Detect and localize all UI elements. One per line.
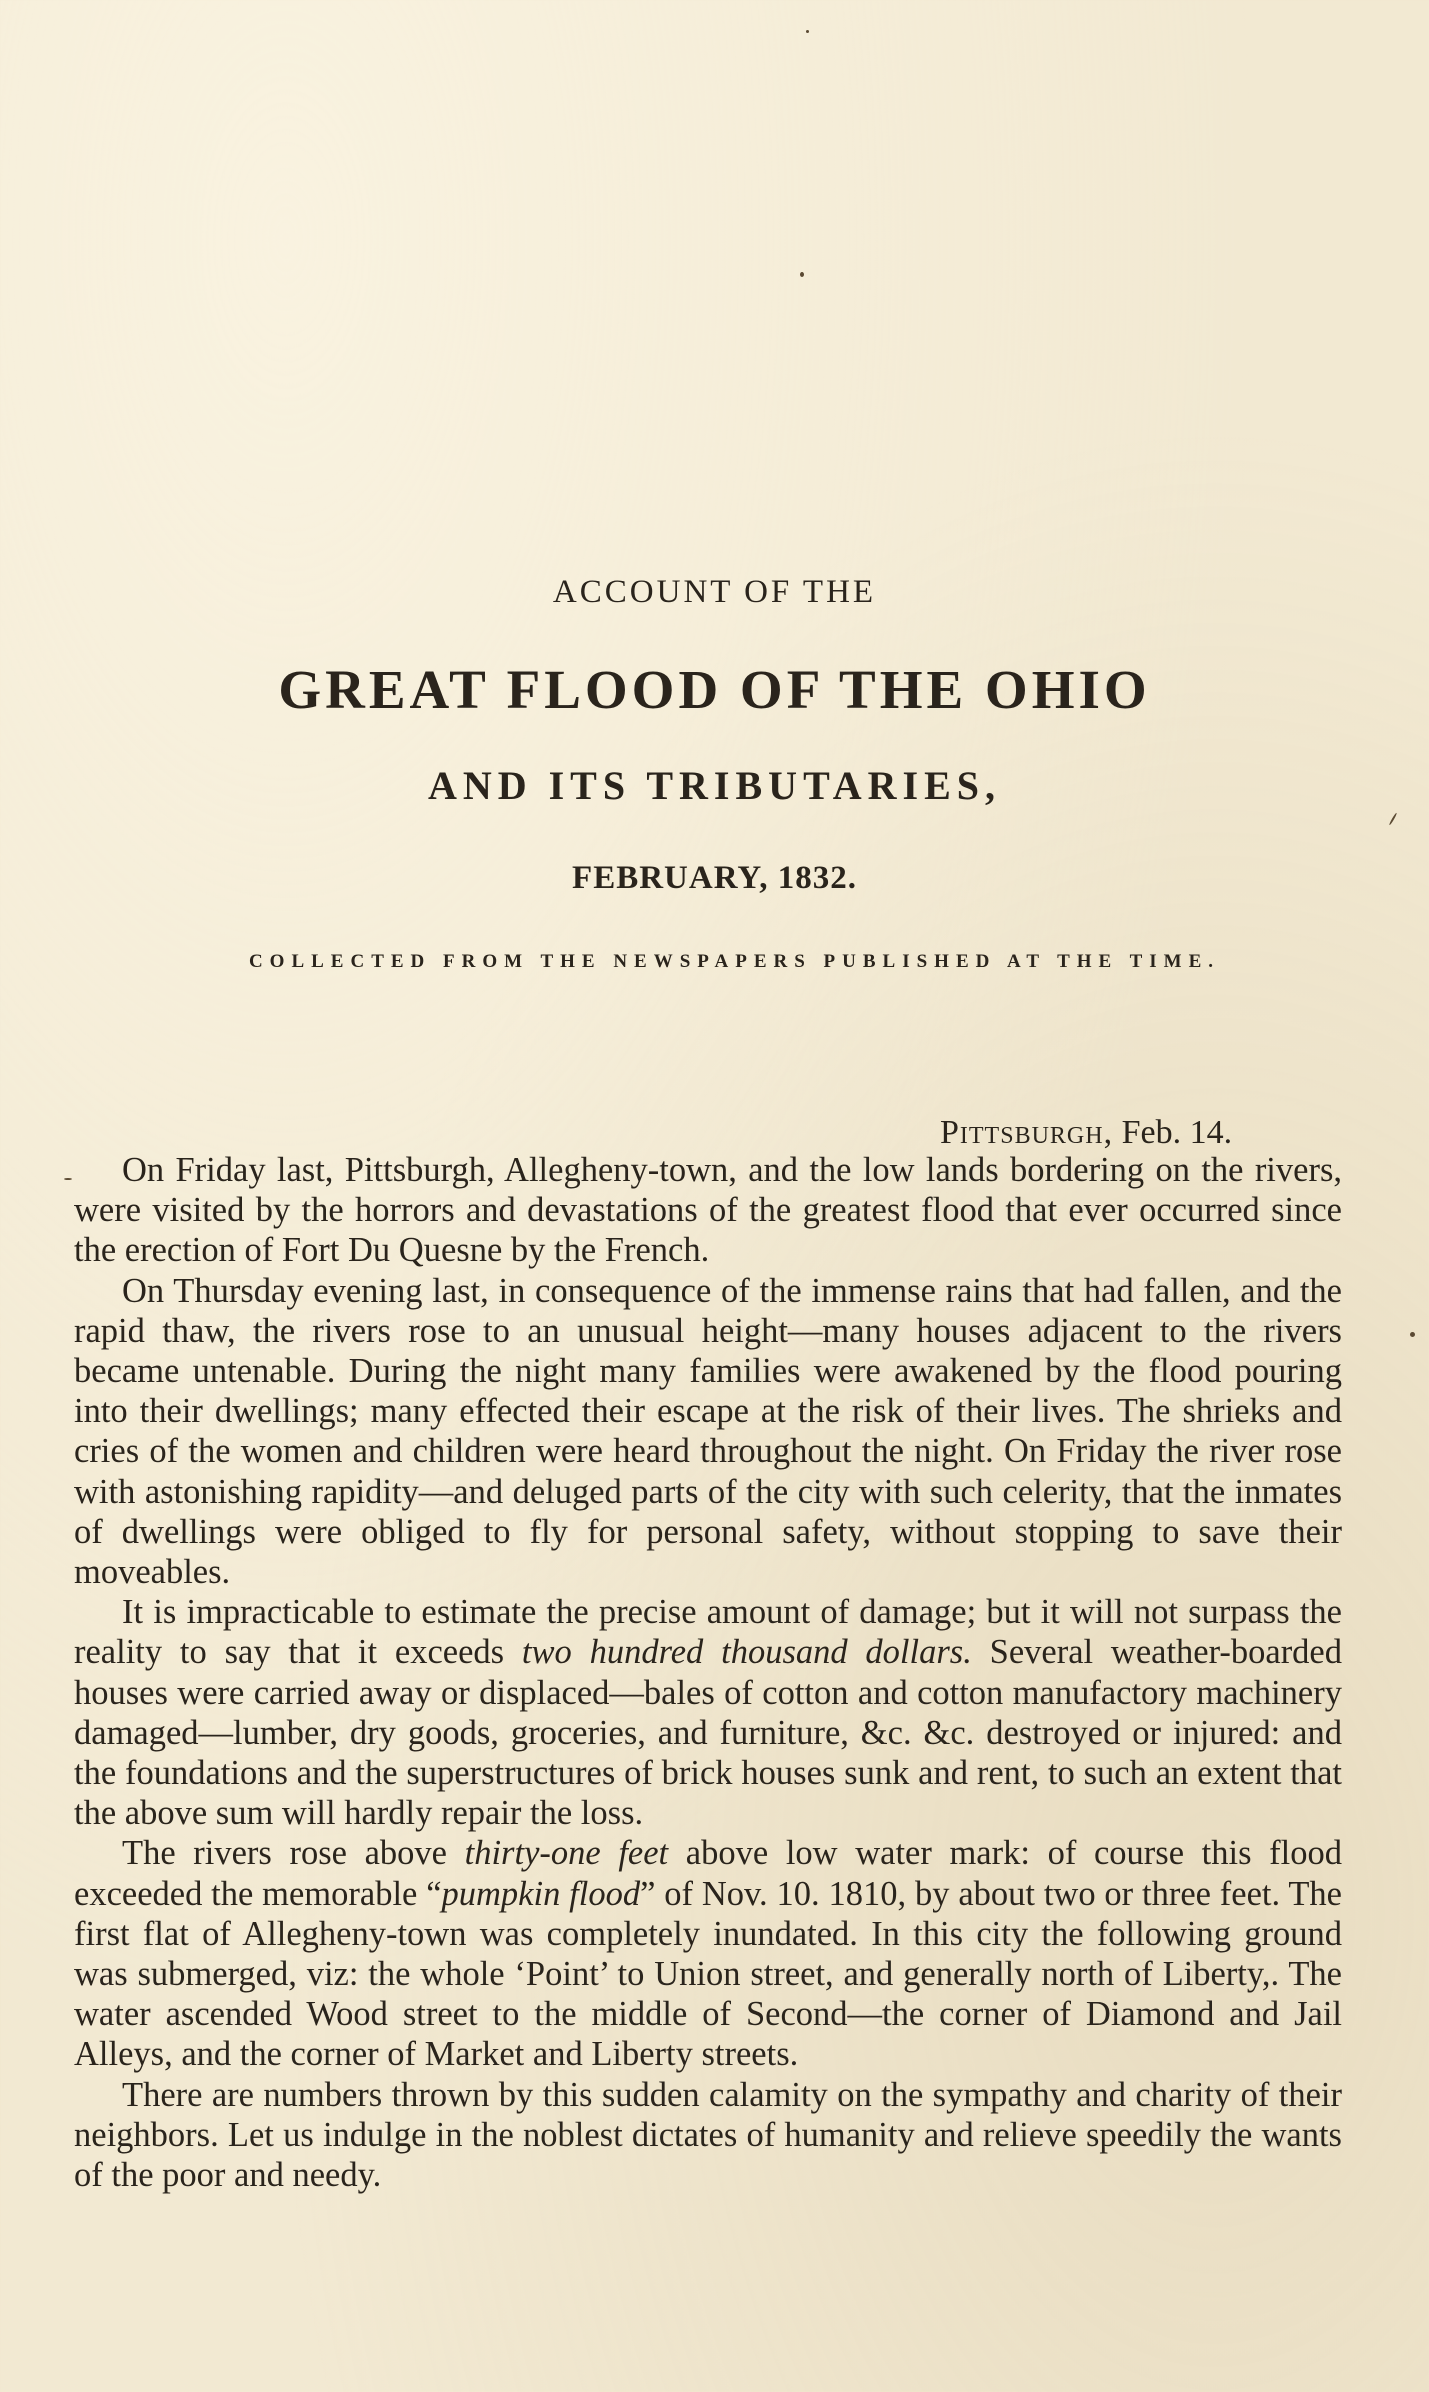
paper-speck (806, 30, 809, 33)
collected-note: COLLECTED FROM THE NEWSPAPERS PUBLISHED AT THE TIME. (248, 951, 1221, 972)
paragraph-3 (74, 1592, 1342, 1833)
paragraph-4-text-a: The rivers rose above (122, 1834, 465, 1873)
paragraph-5: There are numbers thrown by this sudden calamity on the sympathy and charity of their neighbors. Let us indulge in the noblest dictates of humanity and relieve speedily the wants of the poor and needy. (74, 2075, 1342, 2195)
pumpkin-flood: pumpkin flood (441, 1874, 641, 1913)
paragraph-3-text-b: Several weather-boarded houses were carried away or displaced—bales of cotton and cotton manufactory machinery damaged—lumber, dry goods, groceries, and furniture, &c. &c. destroyed or injured: and the foundations and the superstructures of brick houses sunk and rent, to such an extent that the above sum will hardly repair the loss. (74, 1633, 1342, 1833)
paper-speck (64, 1178, 72, 1180)
flood-height: thirty-one feet (464, 1834, 669, 1873)
paragraph-4-text-b: above low water mark: of course this flood exceeded the memorable “ (74, 1834, 1342, 1913)
account-heading: ACCOUNT OF THE (552, 574, 877, 610)
paragraph-2: On Thursday evening last, in consequence of the immense rains that had fallen, and the rapid thaw, the rivers rose to an unusual height—many houses adjacent to the rivers became untenable. During the night many families were awakened by the flood pouring into their dwellings; many effected their escape at the risk of their lives. The shrieks and cries of the women and children were heard throughout the night. On Friday the river rose with astonishing rapidity—and deluged parts of the city with such celerity, that the inmates of dwellings were obliged to fly for personal safety, without stopping to save their moveables. (74, 1271, 1342, 1592)
paragraph-1: On Friday last, Pittsburgh, Allegheny-town, and the low lands bordering on the rivers, were visited by the horrors and devastations of the greatest flood that ever occurred since the erection of Fort Du Quesne by the French. (74, 1151, 1342, 1270)
paper-speck (1410, 1332, 1415, 1337)
damage-amount: two hundred thousand dollars. (521, 1633, 972, 1672)
paragraph-4-text-c: ” of Nov. 10. 1810, by about two or three feet. The first flat of Allegheny-town was completely inundated. In this city the following ground was submerged, viz: the whole ‘Point’ to Union street, and generally north of Liberty,. The water ascended Wood street to the middle of Second—the corner of Diamond and Jail Alleys, and the corner of Market and Liberty streets. (74, 1874, 1342, 2074)
dateline (940, 1114, 1232, 1152)
main-title: GREAT FLOOD OF THE OHIO (278, 659, 1151, 720)
dateline-place: Pittsburgh, (940, 1114, 1114, 1151)
publication-date: FEBRUARY, 1832. (572, 860, 857, 896)
subtitle: AND ITS TRIBUTARIES, (427, 763, 1002, 808)
paper-speck (1389, 812, 1398, 825)
article-body (74, 1150, 1342, 2195)
paragraph-3-text-a: It is impracticable to estimate the precise amount of damage; but it will not surpass the reality to say that it exceeds (74, 1593, 1342, 1672)
dateline-date: Feb. 14. (1121, 1114, 1233, 1151)
paper-speck (800, 272, 804, 277)
paragraph-4 (74, 1833, 1342, 2074)
